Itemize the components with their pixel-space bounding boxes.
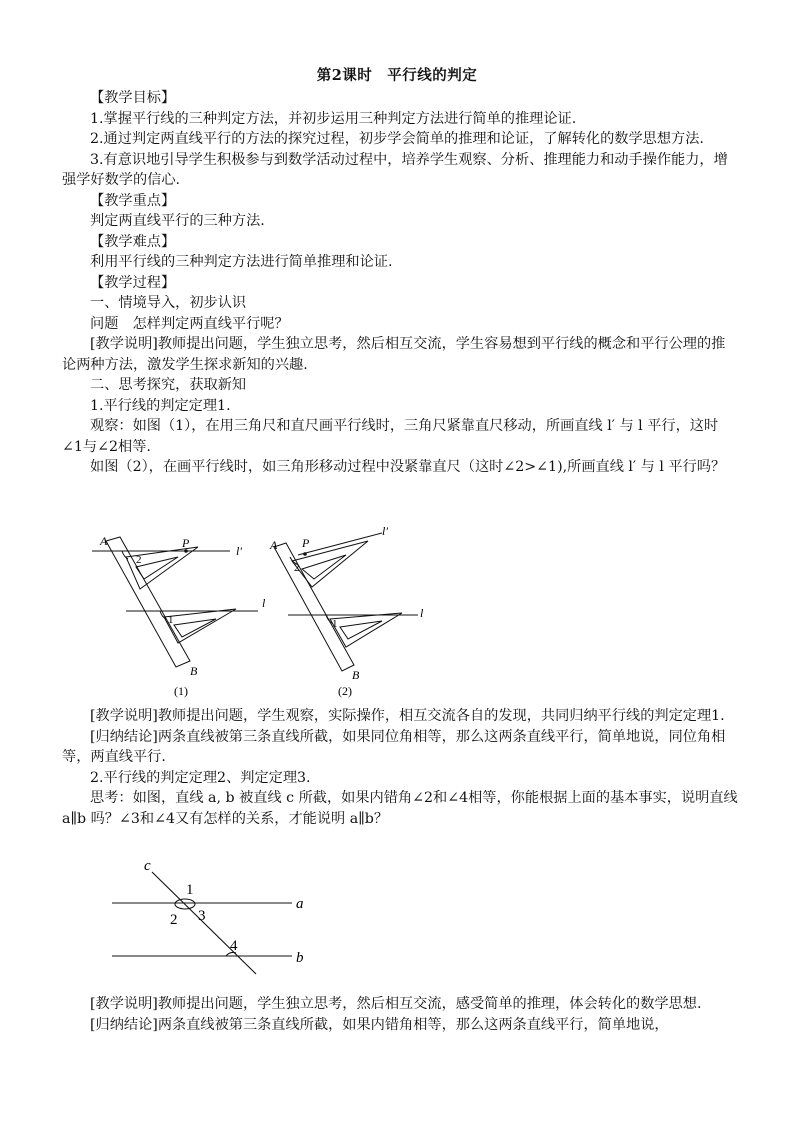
figure-transversal — [108, 858, 328, 976]
label-l-prime-left: l′ — [236, 544, 242, 558]
document-body — [62, 88, 738, 478]
theorem-2-heading: 2.平行线的判定定理2、判定定理3. — [90, 769, 311, 786]
label-c: c — [144, 858, 151, 874]
document-body-2 — [62, 706, 738, 829]
difficulty-heading: 【教学难点】 — [90, 233, 176, 250]
page-title: 第2课时 平行线的判定 — [316, 67, 478, 84]
caption-fig-2: (2) — [338, 684, 352, 698]
figure-1-left — [92, 537, 258, 667]
observation-1: 观察：如图（1），在用三角尺和直尺画平行线时，三角尺紧靠直尺移动，所画直线 l′ 与 l 平行，这时∠1与∠2相等. — [62, 418, 719, 455]
label-angle-1: 1 — [186, 882, 194, 898]
conclusion-1: [归纳结论]两条直线被第三条直线所截，如果同位角相等，那么这两条直线平行，简单地说，同位角相等，两直线平行. — [62, 728, 726, 765]
line-l-prime-right — [298, 533, 382, 555]
figure-1-right — [274, 533, 418, 671]
process-heading: 【教学过程】 — [90, 274, 176, 291]
conclusion-2: [归纳结论]两条直线被第三条直线所截，如果内错角相等，那么这两条直线平行，简单地说， — [90, 1016, 669, 1033]
label-angle-2-right: 2 — [294, 562, 300, 574]
label-A-right: A — [270, 538, 278, 552]
theorem-1-heading: 1.平行线的判定定理1. — [90, 397, 231, 414]
part-1-heading: 一、情境导入，初步认识 — [90, 295, 247, 311]
label-P-left: P — [182, 536, 190, 550]
label-angle-2-left: 2 — [136, 554, 142, 566]
teaching-note-2: [教学说明]教师提出问题，学生观察，实际操作，相互交流各自的发现，共同归纳平行线的判定定理1. — [90, 708, 725, 724]
think-text: 思考：如图，直线 a, b 被直线 c 所截，如果内错角∠2和∠4相等，你能根据上面的基本事实，说明直线 a∥b 吗？∠3和∠4又有怎样的关系，才能说明 a∥b？ — [62, 790, 738, 827]
label-angle-1-right: 1 — [332, 618, 338, 630]
label-angle-1-left: 1 — [168, 614, 174, 626]
label-B-left: B — [190, 664, 198, 678]
label-P-right: P — [302, 536, 310, 550]
label-angle-4: 4 — [230, 938, 238, 954]
part-2-heading: 二、思考探究，获取新知 — [90, 377, 247, 393]
label-l-right: l — [420, 606, 424, 620]
observation-2: 如图（2），在画平行线时，如三角形移动过程中没紧靠直尺（这时∠2>∠1),所画直线 l′ 与 l 平行吗？ — [90, 459, 726, 475]
difficulty-text: 利用平行线的三种判定方法进行简单推理和论证. — [90, 254, 393, 270]
label-a: a — [296, 896, 304, 912]
objective-3: 3.有意识地引导学生积极参与到数学活动过程中，培养学生观察、分析、推理能力和动手操作能力，增强学好数学的信心. — [62, 151, 728, 188]
label-l-prime-right: l′ — [382, 524, 388, 538]
objectives-heading: 【教学目标】 — [90, 90, 176, 106]
label-angle-2: 2 — [170, 912, 178, 928]
label-angle-3: 3 — [198, 908, 206, 924]
key-text: 判定两直线平行的三种方法. — [90, 213, 265, 229]
ruler-left — [106, 537, 190, 667]
teaching-note-1: [教学说明]教师提出问题，学生独立思考，然后相互交流，学生容易想到平行线的概念和平行公理的推论两种方法，激发学生探求新知的兴趣. — [62, 336, 726, 373]
question-text: 问题 怎样判定两直线平行呢？ — [90, 315, 289, 332]
key-heading: 【教学重点】 — [90, 192, 176, 209]
label-A-left: A — [100, 534, 108, 548]
figure-ruler-triangle — [90, 524, 450, 701]
caption-fig-1: (1) — [174, 684, 188, 698]
document-body-3 — [62, 994, 738, 1035]
objective-2: 2.通过判定两直线平行的方法的探究过程，初步学会简单的推理和论证，了解转化的数学思想方法. — [90, 131, 704, 147]
label-b: b — [296, 950, 304, 966]
label-B-right: B — [352, 668, 360, 682]
objective-1: 1.掌握平行线的三种判定方法，并初步运用三种判定方法进行简单的推理论证. — [90, 110, 577, 127]
label-l-left: l — [262, 596, 266, 610]
teaching-note-3: [教学说明]教师提出问题，学生独立思考，然后相互交流，感受简单的推理，体会转化的数学思想. — [90, 996, 702, 1012]
